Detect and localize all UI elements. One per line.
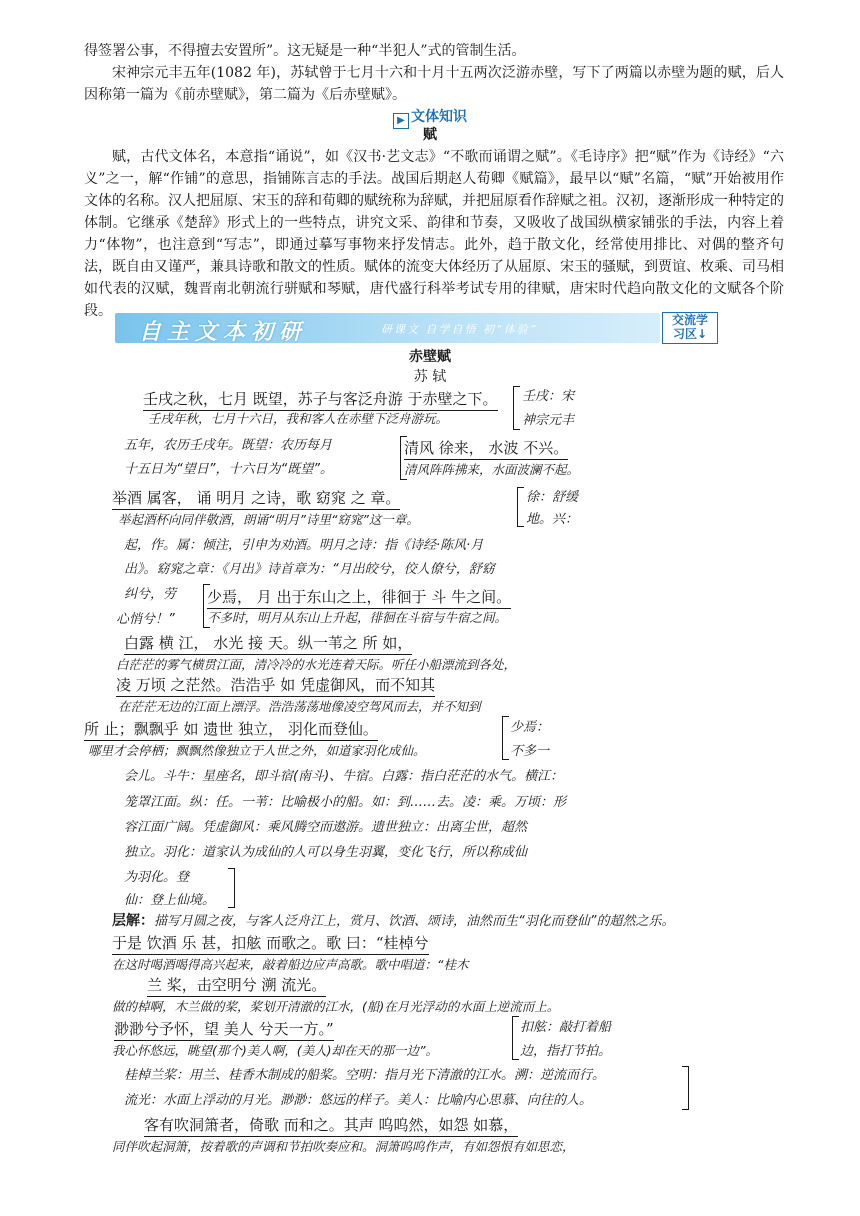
note-bracket	[517, 487, 518, 527]
intro-line: 得签署公事，不得擅去安置所”。这无疑是一种“半犯人”式的管制生活。	[84, 43, 526, 59]
note-line: 为羽化。登	[124, 870, 190, 885]
note-line: 独立。羽化：道家认为成仙的人可以身生羽翼，变化飞行，所以称成仙	[124, 845, 528, 860]
fu-title: 赋	[423, 127, 437, 143]
orig-line: 渺渺兮予怀，望 美人 兮天一方。”	[114, 1018, 334, 1041]
orig-line: 清风 徐来， 水波 不兴。	[404, 437, 568, 460]
arrow-down-icon: ↓	[696, 327, 708, 341]
exchange-area-button[interactable]	[662, 312, 718, 344]
note-line: 五年，农历壬戌年。既望：农历每月	[124, 438, 333, 453]
trans-line: 在茫茫无边的江面上漂浮。浩浩荡荡地像凌空驾风而去，并不知到	[118, 699, 481, 714]
layer-label: 层解：	[112, 913, 154, 929]
note-line: 笼罩江面。纵：任。一苇：比喻极小的船。如：到……去。凌：乘。万顷：形	[124, 795, 567, 810]
note-line: 不多一	[510, 744, 550, 759]
trans-line: 不多时，明月从东山上升起，徘徊在斗宿与牛宿之间。	[207, 610, 508, 625]
note-line: 地。兴：	[526, 512, 579, 527]
note-line: 容江面广阔。凭虚御风：乘风腾空而遨游。遗世独立：出离尘世，超然	[124, 820, 528, 835]
note-line: 少焉：	[510, 720, 550, 735]
trans-line: 哪里才会停栖；飘飘然像独立于人世之外，如道家羽化成仙。	[88, 743, 426, 758]
layer-summary	[112, 910, 674, 933]
note-line: 心悄兮！”	[116, 612, 175, 627]
poem-title: 赤壁赋	[409, 349, 451, 365]
trans-line: 做的棹啊，木兰做的桨，桨划开清澈的江水，(船)在月光浮动的水面上逆流而上。	[112, 999, 560, 1014]
note-bracket	[512, 1016, 513, 1060]
note-line: 起，作。属：倾注，引申为劝酒。明月之诗：指《诗经·陈风·月	[124, 538, 484, 553]
orig-line: 客有吹洞箫者，倚歌 而和之。其声 呜呜然，如怨 如慕，	[144, 1114, 518, 1137]
note-line: 壬戌：宋	[522, 389, 575, 404]
section-banner	[115, 313, 660, 343]
note-line: 出》。窈窕之章：《月出》诗首章为：“月出皎兮，佼人僚兮，舒窈	[124, 562, 495, 577]
orig-line: 举酒 属客， 诵 明月 之诗，歌 窈窕 之 章。	[112, 487, 400, 510]
orig-line: 所 止；飘飘乎 如 遗世 独立， 羽化而登仙。	[84, 718, 378, 741]
section-tag-label: ▶ 文体知识	[393, 106, 467, 129]
note-bracket	[230, 868, 235, 908]
intro-paragraph: 宋神宗元丰五年(1082 年)，苏轼曾于七月十六和十月十五两次泛游赤壁，写下了两篇以赤壁为题的赋，后人因称第一篇为《前赤壁赋》，第二篇为《后赤壁赋》。	[84, 65, 784, 103]
note-bracket	[684, 1066, 689, 1110]
note-line: 边，指打节拍。	[520, 1044, 612, 1059]
orig-line: 凌 万顷 之茫然。浩浩乎 如 凭虚御风，而不知其	[116, 674, 435, 697]
orig-line: 于是 饮酒 乐 甚，扣舷 而歌之。歌 曰：“桂棹兮	[112, 932, 429, 955]
note-line: 神宗元丰	[522, 413, 575, 428]
orig-line: 少焉， 月 出于东山之上，徘徊于 斗 牛之间。	[207, 586, 511, 609]
trans-line: 同伴吹起洞箫，按着歌的声调和节拍吹奏应和。洞箫呜呜作声，有如怨恨有如思恋，	[112, 1139, 575, 1154]
play-icon: ▶	[393, 113, 409, 129]
note-bracket	[203, 584, 204, 628]
trans-line: 我心怀悠远，眺望(那个)美人啊，(美人)却在天的那一边”。	[112, 1043, 438, 1058]
poem-author: 苏 轼	[413, 369, 447, 385]
note-line: 纠兮，劳	[124, 587, 177, 602]
note-line: 徐：舒缓	[526, 490, 579, 505]
note-bracket	[513, 386, 514, 430]
orig-line: 白露 横 江， 水光 接 天。纵一苇之 所 如，	[124, 632, 412, 655]
trans-line: 举起酒杯向同伴敬酒，朗诵“明月”诗里“窈窕”这一章。	[118, 512, 419, 527]
note-line: 仙：登上仙境。	[124, 893, 216, 908]
note-bracket	[400, 436, 401, 480]
trans-line: 壬戌年秋，七月十六日，我和客人在赤壁下泛舟游玩。	[148, 411, 449, 426]
banner-title: 自主文本初研	[139, 320, 308, 345]
note-line: 会儿。斗牛：星座名，即斗宿(南斗)、牛宿。白露：指白茫茫的水气。横江：	[124, 769, 564, 784]
note-line: 扣舷：敲打着船	[520, 1020, 612, 1035]
trans-line: 白茫茫的雾气横贯江面，清冷冷的水光连着天际。听任小船漂流到各处，	[116, 657, 517, 672]
layer-text: 描写月圆之夜，与客人泛舟江上，赏月、饮酒、颂诗，油然而生“羽化而登仙”的超然之乐。	[154, 914, 675, 929]
orig-line: 壬戌之秋，七月 既望，苏子与客泛舟游 于赤壁之下。	[143, 388, 498, 411]
note-line: 桂棹兰桨：用兰、桂香木制成的船桨。空明：指月光下清澈的江水。溯：逆流而行。	[124, 1068, 606, 1083]
orig-line: 兰 桨，击空明兮 溯 流光。	[147, 974, 326, 997]
trans-line: 在这时喝酒喝得高兴起来，敲着船边应声高歌。歌中唱道：“桂木	[112, 957, 469, 972]
banner-subtitle: 研课文 自学自悟 初“体验”	[381, 323, 538, 336]
note-line: 十五日为“望日”，十六日为“既望”。	[124, 462, 333, 477]
note-line: 流光：水面上浮动的月光。渺渺：悠远的样子。美人：比喻内心思慕、向往的人。	[124, 1093, 593, 1108]
exchange-label-1: 交流学	[671, 313, 708, 327]
exchange-label-2: 习区↓	[672, 327, 708, 341]
note-bracket	[502, 716, 503, 760]
trans-line: 清风阵阵拂来，水面波澜不起。	[404, 462, 580, 477]
fu-paragraph: 赋，古代文体名，本意指“诵说”，如《汉书·艺文志》“不歌而诵谓之赋”。《毛诗序》把“赋”作为《诗经》“六义”之一，解“作铺”的意思，指铺陈言志的手法。战国后期赵人荀卿《赋篇》，最早以“赋”名篇，“赋”开始被用作文体的名称。汉人把屈原、宋玉的辞和荀卿的赋统称为辞赋，并把屈原看作辞赋之祖。汉初，逐渐形成一种特定的体制。它继承《楚辞》形式上的一些特点，讲究文采、韵律和节奏，又吸收了战国纵横家铺张的手法，内容上着力“体物”，也注意到“写志”，即通过摹写事物来抒发情志。此外，趋于散文化，经常使用排比、对偶的整齐句法，既自由又谨严，兼具诗歌和散文的性质。赋体的流变大体经历了从屈原、宋玉的骚赋，到贾谊、枚乘、司马相如代表的汉赋，魏晋南北朝流行骈赋和琴赋，唐代盛行科举考试专用的律赋，唐宋时代趋向散文化的文赋各个阶段。	[84, 149, 784, 319]
